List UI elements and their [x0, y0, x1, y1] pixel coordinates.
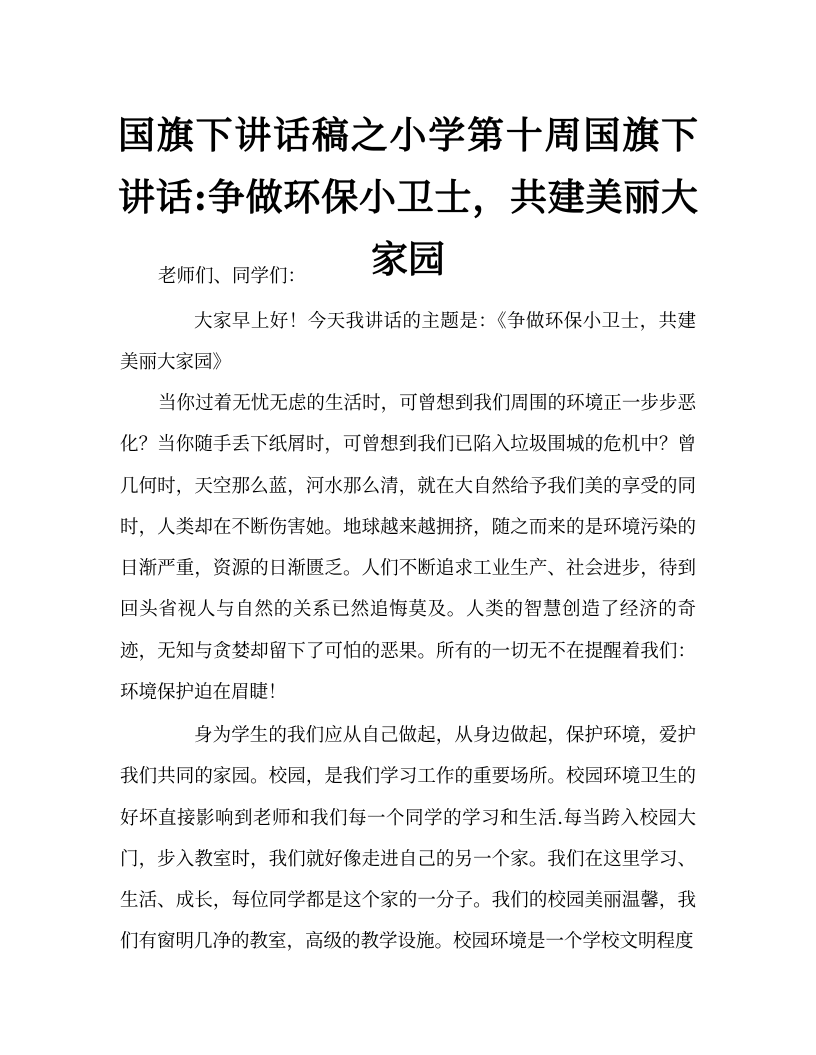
paragraph-environment-crisis: 当你过着无忧无虑的生活时，可曾想到我们周围的环境正一步步恶化？当你随手丢下纸屑时，可曾想到我们已陷入垃圾围城的危机中？曾几何时，天空那么蓝，河水那么清，就在大自然给予我们美的享受的同时，人类却在不断伤害她。地球越来越拥挤，随之而来的是环境污染的日渐严重，资源的日渐匮乏。人们不断追求工业生产、社会进步，待到回头省视人与自然的关系已然追悔莫及。人类的智慧创造了经济的奇迹，无知与贪婪却留下了可怕的恶果。所有的一切无不在提醒着我们：环境保护迫在眉睫！ [120, 393, 696, 704]
document-title: 国旗下讲话稿之小学第十周国旗下讲话:争做环保小卫士，共建美丽大家园 [118, 113, 698, 281]
salutation: 老师们、同学们： [158, 266, 307, 287]
paragraph-campus-protection: 身为学生的我们应从自己做起，从身边做起，保护环境，爱护我们共同的家园。校园，是我们学习工作的重要场所。校园环境卫生的好坏直接影响到老师和我们每一个同学的学习和生活.每当跨入校园大门，步入教室时，我们就好像走进自己的另一个家。我们在这里学习、生活、成长，每位同学都是这个家的一分子。我们的校园美丽温馨，我们有窗明几净的教室，高级的教学设施。校园环境是一个学校文明程度 [120, 725, 696, 953]
paragraph-greeting: 大家早上好！今天我讲话的主题是：《争做环保小卫士，共建美丽大家园》 [120, 311, 696, 374]
